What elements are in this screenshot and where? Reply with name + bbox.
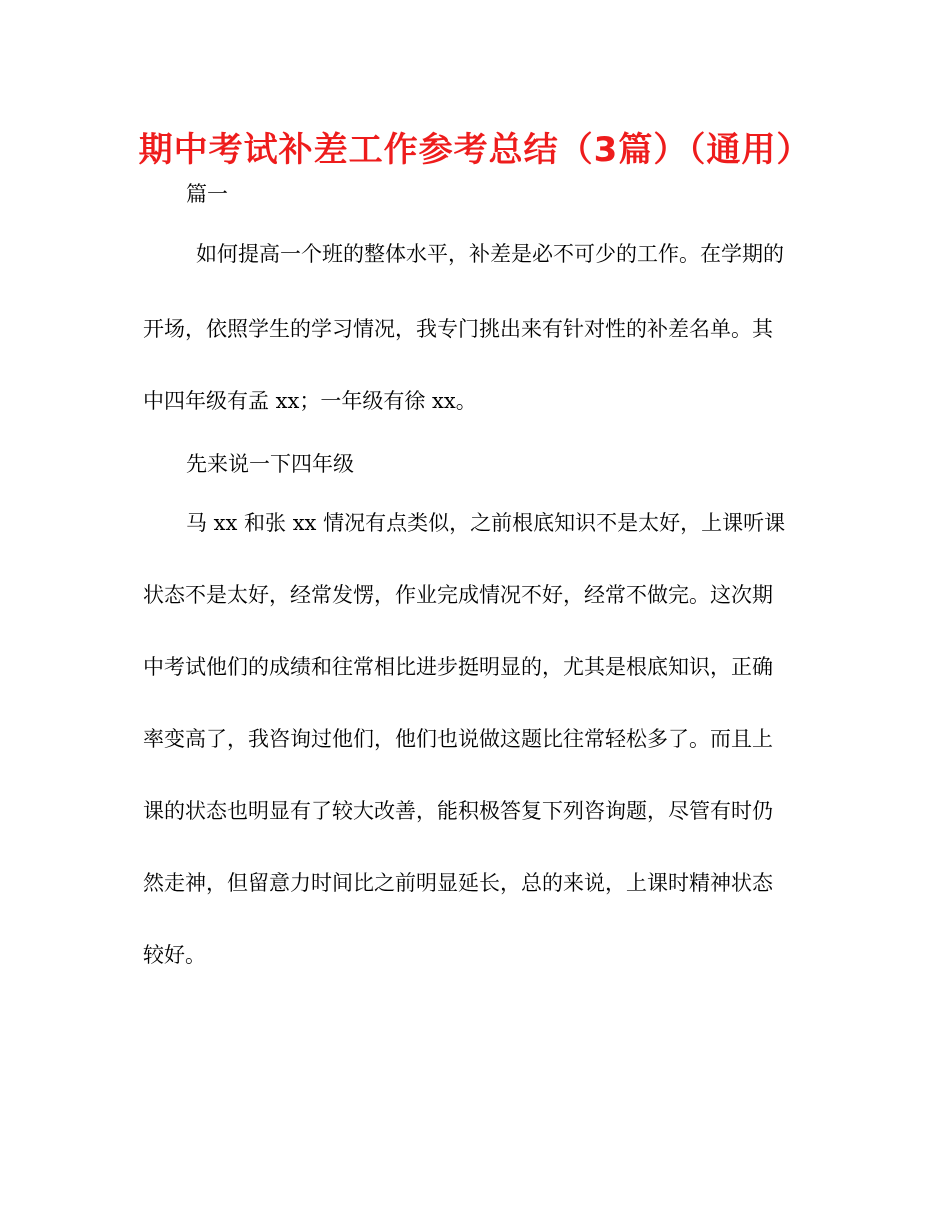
document-title: 期中考试补差工作参考总结（3篇）（通用） bbox=[138, 130, 812, 170]
section-heading: 篇一 bbox=[186, 182, 228, 206]
paragraph-line: 开场，依照学生的学习情况，我专门挑出来有针对性的补差名单。其 bbox=[143, 317, 773, 341]
paragraph-line: 马 xx 和张 xx 情况有点类似，之前根底知识不是太好，上课听课 bbox=[186, 511, 786, 535]
paragraph-line: 如何提高一个班的整体水平，补差是必不可少的工作。在学期的 bbox=[196, 242, 784, 266]
paragraph-line: 中四年级有孟 xx；一年级有徐 xx。 bbox=[143, 389, 477, 413]
paragraph-line: 率变高了，我咨询过他们，他们也说做这题比往常轻松多了。而且上 bbox=[143, 727, 773, 751]
paragraph-line: 较好。 bbox=[143, 943, 206, 967]
paragraph-line: 课的状态也明显有了较大改善，能积极答复下列咨询题，尽管有时仍 bbox=[143, 799, 773, 823]
subheading: 先来说一下四年级 bbox=[186, 452, 354, 476]
paragraph-line: 然走神，但留意力时间比之前明显延长，总的来说，上课时精神状态 bbox=[143, 871, 773, 895]
paragraph-line: 状态不是太好，经常发愣，作业完成情况不好，经常不做完。这次期 bbox=[143, 583, 773, 607]
paragraph-line: 中考试他们的成绩和往常相比进步挺明显的，尤其是根底知识，正确 bbox=[143, 655, 773, 679]
